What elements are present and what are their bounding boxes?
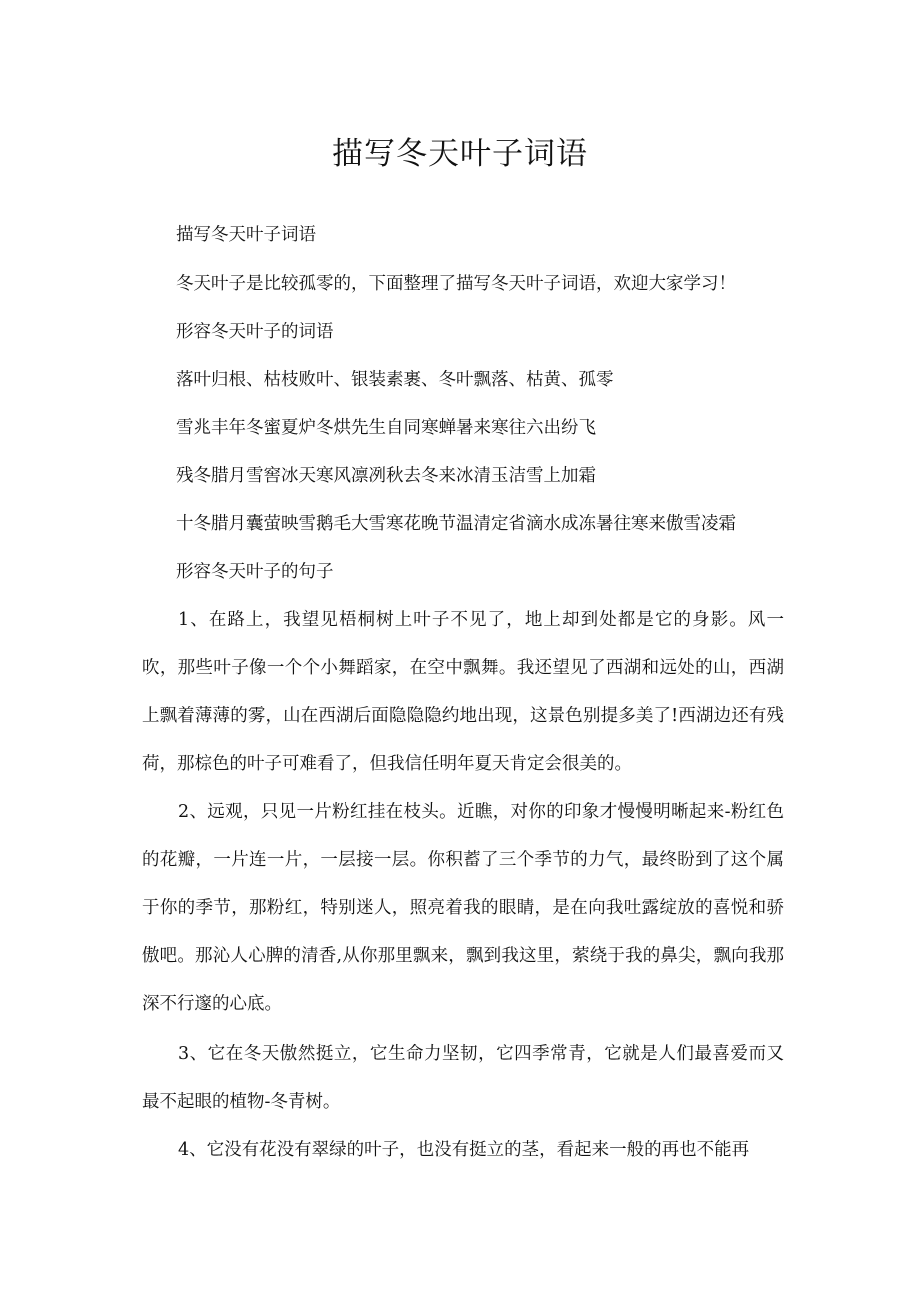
sentence-paragraph: 4、它没有花没有翠绿的叶子，也没有挺立的茎，看起来一般的再也不能再	[178, 1140, 750, 1160]
word-list-line: 雪兆丰年冬蜜夏炉冬烘先生自同寒蝉暑来寒往六出纷飞	[176, 418, 596, 438]
word-list-line: 残冬腊月雪窖冰天寒风凛冽秋去冬来冰清玉洁雪上加霜	[176, 466, 596, 486]
intro-line: 冬天叶子是比较孤零的，下面整理了描写冬天叶子词语，欢迎大家学习！	[176, 274, 736, 294]
sentence-paragraph: 2、远观，只见一片粉红挂在枝头。近瞧，对你的印象才慢慢明晰起来-粉红色的花瓣，一片连一片，一层接一层。你积蓄了三个季节的力气，最终盼到了这个属于你的季节，那粉红，特别迷人，照亮着我的眼睛，是在向我吐露绽放的喜悦和骄傲吧。那沁人心脾的清香,从你那里飘来，飘到我这里，萦绕于我的鼻尖，飘向我那深不行邃的心底。	[142, 802, 784, 1014]
sentence-paragraph: 3、它在冬天傲然挺立，它生命力坚韧，它四季常青，它就是人们最喜爱而又最不起眼的植物-冬青树。	[142, 1044, 784, 1112]
section-heading-words: 形容冬天叶子的词语	[176, 322, 334, 342]
word-list-line: 十冬腊月囊萤映雪鹅毛大雪寒花晚节温清定省滴水成冻暑往寒来傲雪凌霜	[176, 514, 736, 534]
page-title: 描写冬天叶子词语	[332, 136, 588, 172]
word-list-line: 落叶归根、枯枝败叶、银装素裹、冬叶飘落、枯黄、孤零	[176, 370, 614, 390]
section-heading-sentences: 形容冬天叶子的句子	[176, 562, 334, 582]
sentence-paragraph: 1、在路上，我望见梧桐树上叶子不见了，地上却到处都是它的身影。风一吹，那些叶子像一个个小舞蹈家，在空中飘舞。我还望见了西湖和远处的山，西湖上飘着薄薄的雾，山在西湖后面隐隐隐约地出现，这景色别提多美了!西湖边还有残荷，那棕色的叶子可难看了，但我信任明年夏天肯定会很美的。	[142, 610, 784, 774]
subtitle-line: 描写冬天叶子词语	[176, 225, 316, 245]
